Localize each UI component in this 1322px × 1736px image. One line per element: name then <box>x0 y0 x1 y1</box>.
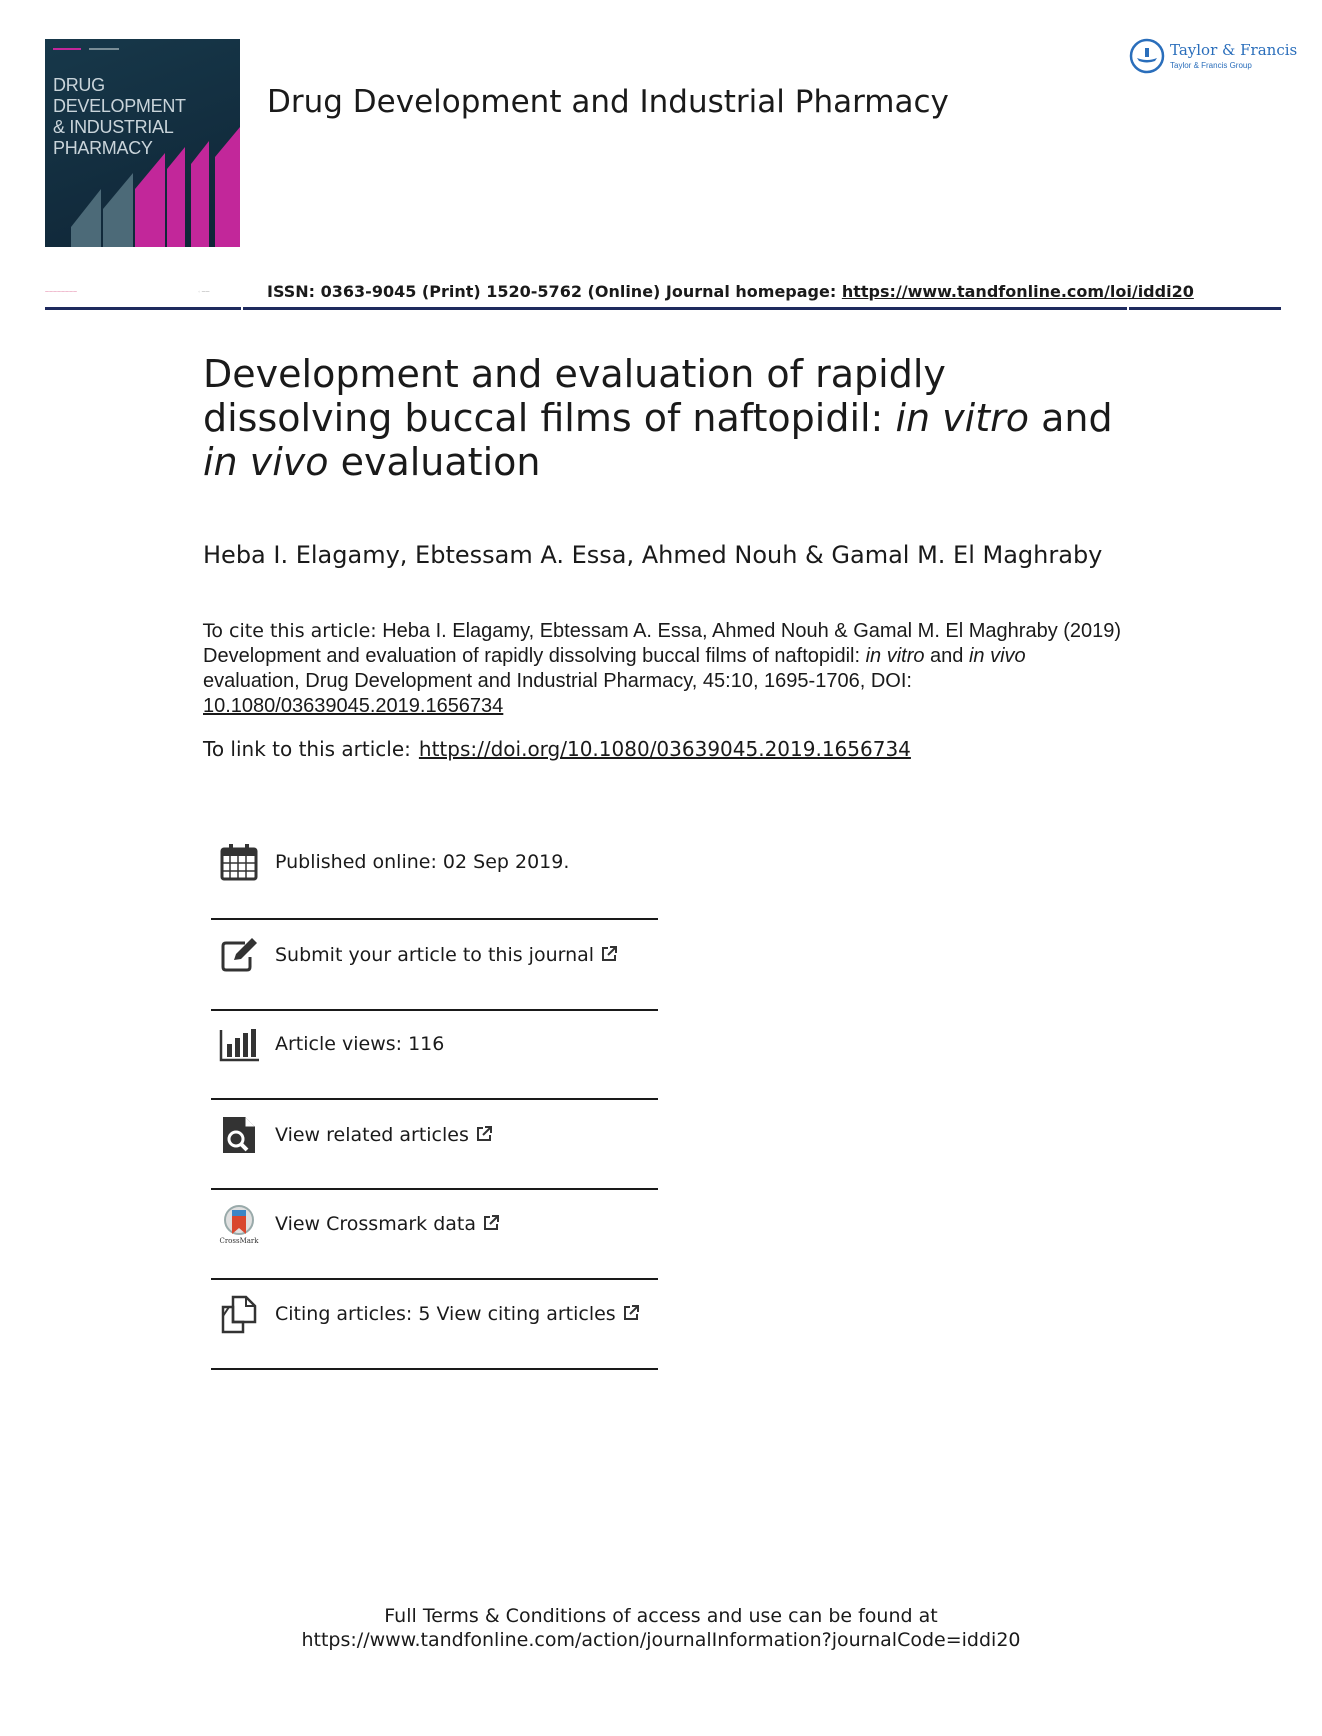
calendar-icon <box>219 842 259 882</box>
crossmark-text: View Crossmark data <box>275 1213 477 1235</box>
info-divider <box>211 1188 658 1190</box>
footer-line-1: Full Terms & Conditions of access and use can be found at <box>384 1605 938 1627</box>
external-link-icon <box>475 1125 493 1143</box>
article-doi-link[interactable]: https://doi.org/10.1080/03639045.2019.1656734 <box>418 737 911 761</box>
external-link-icon <box>482 1214 500 1232</box>
citation-doi-link[interactable]: 10.1080/03639045.2019.1656734 <box>203 695 504 717</box>
crossmark-icon <box>219 1204 259 1244</box>
issn-text: ISSN: 0363-9045 (Print) 1520-5762 (Online) Journal homepage: <box>267 282 842 301</box>
issn-line <box>267 282 1194 301</box>
submit-article-text: Submit your article to this journal <box>275 944 595 966</box>
bar-chart-icon <box>219 1024 259 1064</box>
citing-articles-text: Citing articles: 5 View citing articles <box>275 1303 616 1325</box>
document-search-icon <box>219 1115 259 1155</box>
edit-icon <box>219 935 259 975</box>
published-online-text: Published online: 02 Sep 2019. <box>275 851 570 873</box>
article-title: Development and evaluation of rapidly dissolving buccal films of naftopidil: in vitro and in vivo evaluation <box>203 352 1113 484</box>
citation-block: To cite this article: Heba I. Elagamy, Ebtessam A. Essa, Ahmed Nouh & Gamal M. El Maghraby (2019) Development and evaluation of rapidly dissolving buccal films of naftopidil: in vitro and in vivo evaluation, Drug Development and Industrial Pharmacy, 45:10, 1695-1706, DOI: 10.1080/03639045.2019.1656734 <box>203 620 1122 717</box>
journal-homepage-link[interactable]: https://www.tandfonline.com/loi/iddi20 <box>841 282 1194 301</box>
article-authors: Heba I. Elagamy, Ebtessam A. Essa, Ahmed Nouh & Gamal M. El Maghraby <box>203 541 1103 569</box>
publisher-group: Taylor & Francis Group <box>1170 61 1252 70</box>
external-link-icon <box>622 1304 640 1322</box>
info-divider <box>211 1009 658 1011</box>
info-divider <box>211 1098 658 1100</box>
journal-name: Drug Development and Industrial Pharmacy <box>267 84 949 120</box>
info-divider <box>211 918 658 920</box>
publisher-name: Taylor & Francis <box>1170 41 1298 59</box>
external-link-icon <box>600 945 618 963</box>
related-articles-text: View related articles <box>275 1124 469 1146</box>
article-views-item <box>211 1024 658 1114</box>
info-divider <box>211 1278 658 1280</box>
submit-article-item[interactable] <box>211 935 658 1025</box>
footer-terms-link[interactable]: https://www.tandfonline.com/action/journalInformation?journalCode=iddi20 <box>301 1629 1021 1651</box>
cover-title: DRUG DEVELOPMENT & INDUSTRIAL PHARMACY <box>53 75 186 158</box>
citation-label: To cite this article: <box>203 620 377 642</box>
cover-strip-logo: ◦ —— <box>198 289 210 294</box>
journal-cover <box>45 39 240 247</box>
cover-strip-text: ———————— <box>45 289 77 294</box>
citing-articles-item[interactable] <box>211 1294 658 1384</box>
header-rule-right <box>1129 307 1281 310</box>
related-articles-item[interactable] <box>211 1115 658 1205</box>
article-views-text: Article views: 116 <box>275 1033 445 1055</box>
footer-terms <box>0 1604 1322 1652</box>
article-link-row <box>203 737 911 761</box>
taylor-francis-logo-icon <box>1128 37 1166 75</box>
crossmark-logo-text: CrossMark <box>219 1237 259 1244</box>
article-link-label: To link to this article: <box>203 737 411 761</box>
header-rule-main <box>243 307 1127 310</box>
info-divider <box>211 1368 658 1370</box>
crossmark-item[interactable] <box>211 1204 658 1294</box>
publisher-logo[interactable] <box>1128 37 1298 77</box>
header-rule-left <box>45 307 241 310</box>
copy-documents-icon <box>219 1294 259 1334</box>
